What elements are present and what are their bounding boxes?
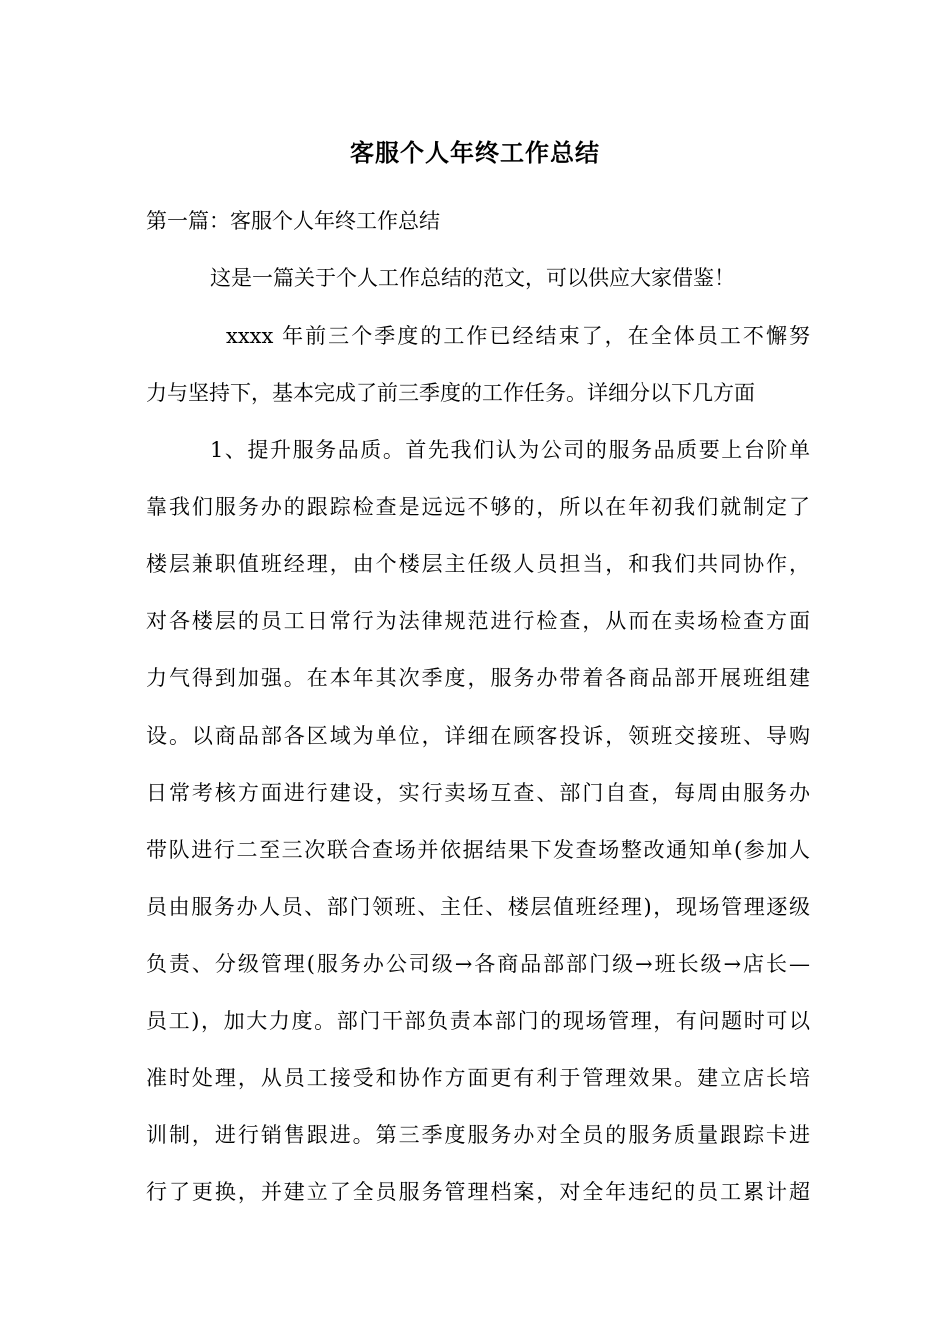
paragraph-line: 设。以商品部各区域为单位，详细在顾客投诉，领班交接班、导购 bbox=[146, 724, 810, 748]
paragraph-line: 员由服务办人员、部门领班、主任、楼层值班经理)，现场管理逐级 bbox=[146, 895, 810, 919]
paragraph-line: 力与坚持下，基本完成了前三季度的工作任务。详细分以下几方面 bbox=[146, 381, 755, 405]
paragraph-line: 楼层兼职值班经理，由个楼层主任级人员担当，和我们共同协作， bbox=[146, 552, 810, 576]
document-title: 客服个人年终工作总结 bbox=[350, 138, 600, 167]
paragraph-line: 带队进行二至三次联合查场并依据结果下发查场整改通知单(参加人 bbox=[146, 838, 810, 862]
paragraph-line: 靠我们服务办的跟踪检查是远远不够的，所以在年初我们就制定了 bbox=[146, 495, 810, 519]
paragraph-line: 力气得到加强。在本年其次季度，服务办带着各商品部开展班组建 bbox=[146, 666, 810, 690]
paragraph-line: 行了更换，并建立了全员服务管理档案，对全年违纪的员工累计超 bbox=[146, 1180, 810, 1204]
paragraph-line: 1、提升服务品质。首先我们认为公司的服务品质要上台阶单 bbox=[210, 438, 810, 462]
paragraph-line: 员工)，加大力度。部门干部负责本部门的现场管理，有问题时可以 bbox=[146, 1009, 810, 1033]
paragraph-line: 负责、分级管理(服务办公司级→各商品部部门级→班长级→店长— bbox=[146, 952, 810, 976]
intro-line: 这是一篇关于个人工作总结的范文，可以供应大家借鉴！ bbox=[210, 266, 735, 290]
paragraph-line: 对各楼层的员工日常行为法律规范进行检查，从而在卖场检查方面 bbox=[146, 609, 810, 633]
paragraph-line: 训制，进行销售跟进。第三季度服务办对全员的服务质量跟踪卡进 bbox=[146, 1123, 810, 1147]
heading-first-article: 第一篇：客服个人年终工作总结 bbox=[146, 209, 440, 233]
paragraph-line: 准时处理，从员工接受和协作方面更有利于管理效果。建立店长培 bbox=[146, 1066, 810, 1090]
paragraph-line: xxxx 年前三个季度的工作已经结束了，在全体员工不懈努 bbox=[226, 324, 810, 348]
paragraph-line: 日常考核方面进行建设，实行卖场互查、部门自查，每周由服务办 bbox=[146, 781, 810, 805]
